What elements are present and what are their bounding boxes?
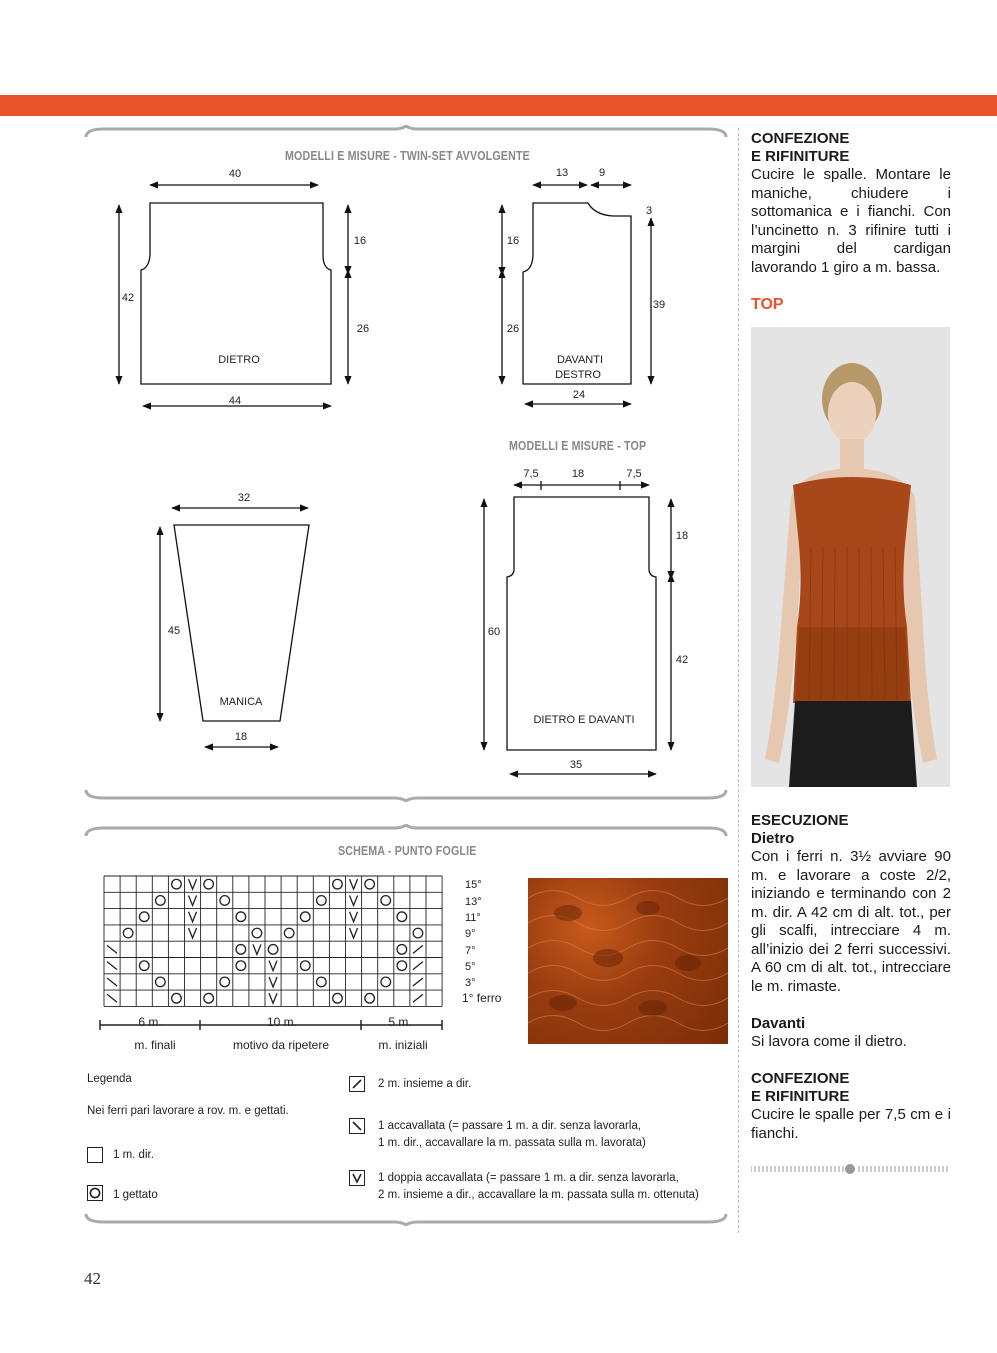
manica-top-dim: 32 <box>237 492 251 504</box>
chart-yarn-over <box>381 896 391 906</box>
chart-yarn-over <box>397 961 407 971</box>
skp-icon <box>350 1119 364 1133</box>
chart-yarn-over <box>333 879 343 889</box>
chart-yarn-over <box>123 928 133 938</box>
dietro-armhole-dim: 16 <box>353 235 367 247</box>
sidebar-esecuzione-block <box>751 812 951 996</box>
row-label: 3° <box>465 977 476 989</box>
chart-k2tog <box>413 945 423 953</box>
schema-section-title: SCHEMA - PUNTO FOGLIE <box>338 843 477 858</box>
legend-accavallata-1: 1 accavallata (= passare 1 m. a dir. senza lavorarla, <box>378 1120 642 1132</box>
legend-accavallata-2: 1 m. dir., accavallare la m. passata sulla m. lavorata) <box>378 1137 646 1149</box>
chart-yarn-over <box>156 977 166 987</box>
segment-name-motivo: motivo da ripetere <box>232 1038 330 1052</box>
dietro-height-dim: 42 <box>121 292 135 304</box>
segment-count-finali: 6 m. <box>138 1015 162 1029</box>
confezione-title-2: E RIFINITURE <box>751 148 850 165</box>
row-label: 11° <box>465 912 481 924</box>
chart-yarn-over <box>365 879 375 889</box>
chart-yarn-over <box>268 945 278 955</box>
chart-double-decrease <box>189 895 197 905</box>
chart-yarn-over <box>365 993 375 1003</box>
k2tog-icon <box>350 1077 364 1091</box>
chart-yarn-over <box>300 961 310 971</box>
row-label: 15° <box>465 879 482 891</box>
top-height-dim: 60 <box>487 626 501 638</box>
davanti-title: Davanti <box>751 1015 806 1032</box>
chart-yarn-over <box>317 896 327 906</box>
chart-double-decrease <box>269 961 277 971</box>
manica-bottom-dim: 18 <box>234 731 248 743</box>
davanti-label-2: DESTRO <box>555 369 601 381</box>
chart-skp <box>107 945 117 953</box>
esecuzione-title: ESECUZIONE <box>751 812 849 829</box>
dietro-side-dim: 26 <box>356 323 370 335</box>
chart-yarn-over <box>381 977 391 987</box>
chart-yarn-over <box>397 912 407 922</box>
chart-yarn-over <box>317 977 327 987</box>
chart-double-decrease <box>189 928 197 938</box>
model-photo <box>751 327 950 787</box>
chart-double-decrease <box>350 879 358 889</box>
davanti-text: Si lavora come il dietro. <box>751 1033 907 1050</box>
chart-k2tog <box>413 962 423 970</box>
chart-double-decrease <box>350 895 358 905</box>
section-brace-bottom <box>84 1212 728 1226</box>
chart-k2tog <box>413 994 423 1002</box>
davanti-right-dim: 39 <box>652 299 666 311</box>
legend-title: Legenda <box>87 1073 132 1085</box>
chart-skp <box>107 962 117 970</box>
stitch-chart <box>96 868 516 1058</box>
row-label: 7° <box>465 945 476 957</box>
davanti-bottom-dim: 24 <box>572 389 586 401</box>
chart-double-decrease <box>189 879 197 889</box>
top-left-dim: 7,5 <box>523 468 539 480</box>
legend-gettato: 1 gettato <box>113 1189 158 1201</box>
swatch-texture <box>528 878 728 1044</box>
confezione-title-1: CONFEZIONE <box>751 130 850 147</box>
chart-double-decrease <box>269 977 277 987</box>
chart-k2tog <box>413 978 423 986</box>
chart-skp <box>107 994 117 1002</box>
legend-insieme-symbol <box>349 1076 365 1092</box>
segment-name-iniziali: m. iniziali <box>378 1038 428 1052</box>
section-brace-schema <box>84 824 728 838</box>
davanti-neck-dim: 13 <box>555 167 569 179</box>
top-section-title: MODELLI E MISURE - TOP <box>509 438 647 453</box>
chart-yarn-over <box>172 879 182 889</box>
legend-doppia-symbol <box>349 1170 365 1186</box>
manica-height-dim: 45 <box>167 625 181 637</box>
pattern-diagrams <box>0 0 740 800</box>
model-illustration <box>751 327 950 787</box>
chart-yarn-over <box>397 945 407 955</box>
row-label: 13° <box>465 896 482 908</box>
sidebar-confezione-block <box>751 130 951 277</box>
chart-yarn-over <box>139 961 149 971</box>
legend-dir-symbol <box>87 1147 103 1163</box>
chart-double-decrease <box>269 993 277 1003</box>
davanti-left-top-dim: 16 <box>506 235 520 247</box>
confezione2-title-1: CONFEZIONE <box>751 1070 850 1087</box>
knit-swatch-photo <box>528 878 728 1044</box>
chart-double-decrease <box>189 912 197 922</box>
top-shape <box>507 497 656 750</box>
page-number: 42 <box>84 1269 101 1288</box>
chart-skp <box>107 978 117 986</box>
chart-yarn-over <box>220 977 230 987</box>
top-mid-dim: 18 <box>571 468 585 480</box>
dietro-title: Dietro <box>751 830 795 847</box>
sidebar-davanti-block <box>751 1015 951 1052</box>
twinset-section-title: MODELLI E MISURE - TWIN-SET AVVOLGENTE <box>285 148 530 163</box>
sidebar-confezione2-block <box>751 1070 951 1143</box>
row-label: 5° <box>465 961 476 973</box>
davanti-left-bottom-dim: 26 <box>506 323 520 335</box>
top-side-dim: 42 <box>675 654 689 666</box>
top-heading: TOP <box>751 296 784 313</box>
davanti-shoulder-dim: 9 <box>598 167 606 179</box>
chart-yarn-over <box>236 961 246 971</box>
chart-yarn-over <box>156 896 166 906</box>
chart-yarn-over <box>220 896 230 906</box>
chart-double-decrease <box>350 928 358 938</box>
segment-name-finali: m. finali <box>134 1038 176 1052</box>
legend-dir: 1 m. dir. <box>113 1149 154 1161</box>
row-label: 1° ferro <box>462 991 502 1005</box>
chart-yarn-over <box>333 993 343 1003</box>
legend-doppia-2: 2 m. insieme a dir., accavallare la m. passata sulla m. ottenuta) <box>378 1189 699 1201</box>
segment-count-iniziali: 5 m. <box>388 1015 412 1029</box>
chart-yarn-over <box>236 945 246 955</box>
davanti-neck-depth-dim: 3 <box>645 205 653 217</box>
legend-insieme: 2 m. insieme a dir. <box>378 1078 472 1090</box>
davanti-label-1: DAVANTI <box>556 354 604 366</box>
chart-yarn-over <box>252 928 262 938</box>
top-label: DIETRO E DAVANTI <box>533 714 635 726</box>
dietro-bottom-dim: 44 <box>228 395 242 407</box>
chart-double-decrease <box>350 912 358 922</box>
top-right-dim: 7,5 <box>626 468 642 480</box>
top-armhole-dim: 18 <box>675 530 689 542</box>
confezione2-title-2: E RIFINITURE <box>751 1088 850 1105</box>
yarn-over-icon <box>88 1186 102 1200</box>
chart-yarn-over <box>413 928 423 938</box>
dietro-top-dim: 40 <box>228 168 242 180</box>
chart-double-decrease <box>253 944 261 954</box>
top-bottom-dim: 35 <box>569 759 583 771</box>
decorative-dot-rule <box>751 1163 951 1175</box>
segment-count-motivo: 10 m. <box>266 1015 298 1029</box>
chart-yarn-over <box>172 993 182 1003</box>
confezione-text: Cucire le spalle. Montare le maniche, chiudere i sottomanica e i fianchi. Con l’uncinetto n. 3 rifinire tutti i margini del cardigan lavorando 1 giro a m. bassa. <box>751 166 951 276</box>
sk2p-icon <box>350 1171 364 1185</box>
chart-yarn-over <box>236 912 246 922</box>
legend-gettato-symbol <box>87 1185 103 1201</box>
manica-shape <box>174 525 309 721</box>
dietro-label: DIETRO <box>218 354 260 366</box>
row-label: 9° <box>465 928 476 940</box>
legend-doppia-1: 1 doppia accavallata (= passare 1 m. a dir. senza lavorarla, <box>378 1172 679 1184</box>
chart-yarn-over <box>204 879 214 889</box>
dietro-text: Con i ferri n. 3½ avviare 90 m. e lavorare a coste 2/2, iniziando e terminando con 2 m. dir. A 42 cm di alt. tot., per gli scalfi, intrecciare 4 m. all’inizio dei 2 ferri successivi. A 60 cm di alt. tot., intrecciare le m. rimaste. <box>751 848 951 995</box>
confezione2-text: Cucire le spalle per 7,5 cm e i fianchi. <box>751 1106 951 1142</box>
legend-accavallata-symbol <box>349 1118 365 1134</box>
chart-yarn-over <box>139 912 149 922</box>
legend-note: Nei ferri pari lavorare a rov. m. e gettati. <box>87 1105 289 1117</box>
chart-yarn-over <box>204 993 214 1003</box>
manica-label: MANICA <box>219 696 263 708</box>
chart-yarn-over <box>284 928 294 938</box>
chart-yarn-over <box>300 912 310 922</box>
